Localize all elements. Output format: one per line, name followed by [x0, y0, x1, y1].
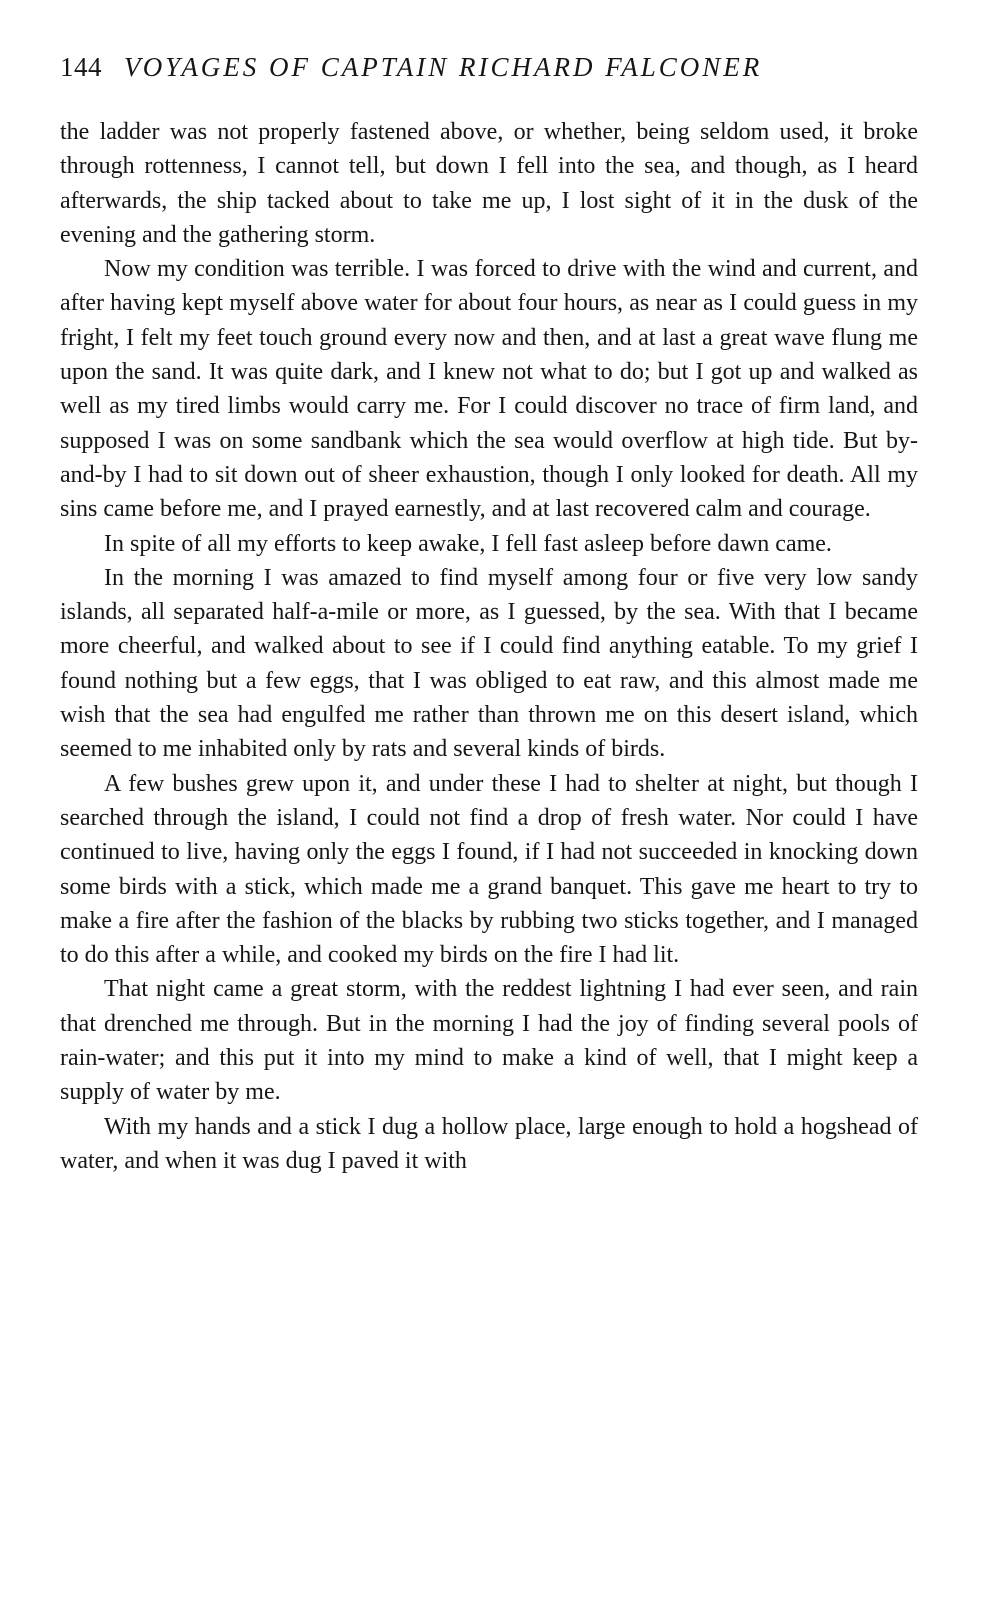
- paragraph-6: That night came a great storm, with the reddest lightning I had ever seen, and rain that drenched me through. But in the morning I had the joy of finding several pools of rain-water; and this put it into my mind to make a kind of well, that I might keep a supply of water by me.: [60, 976, 918, 1106]
- page-header: [60, 52, 918, 92]
- paragraph-1: the ladder was not properly fastened above, or whether, being seldom used, it broke through rottenness, I cannot tell, but down I fell into the sea, and though, as I heard afterwards, the ship tacked about to take me up, I lost sight of it in the dusk of the evening and the gathering storm.: [60, 119, 918, 248]
- paragraph-3: In spite of all my efforts to keep awake, I fell fast asleep before dawn came.: [104, 530, 832, 557]
- paragraph-2: Now my condition was terrible. I was forced to drive with the wind and current, and after having kept myself above water for about four hours, as near as I could guess in my fright, I felt my feet touch ground every now and then, and at last a great wave flung me upon the sand. It was quite dark, and I knew not what to do; but I got up and walked as well as my tired limbs would carry me. For I could discover no trace of firm land, and supposed I was on some sandbank which the sea would overflow at high tide. But by-and-by I had to sit down out of sheer exhaustion, though I only looked for death. All my sins came before me, and I prayed earnestly, and at last recovered calm and courage.: [60, 256, 918, 523]
- page-number: 144: [60, 52, 102, 82]
- paragraph-7: With my hands and a stick I dug a hollow place, large enough to hold a hogshead of water, and when it was dug I paved it with: [60, 1113, 918, 1174]
- paragraph-4: In the morning I was amazed to find myself among four or five very low sandy islands, all separated half-a-mile or more, as I guessed, by the sea. With that I became more cheerful, and walked about to see if I could find anything eatable. To my grief I found nothing but a few eggs, that I was obliged to eat raw, and this almost made me wish that the sea had engulfed me rather than thrown me on this desert island, which seemed to me inhabited only by rats and several kinds of birds.: [60, 564, 918, 763]
- body-text: [60, 115, 918, 1178]
- paragraph-5: A few bushes grew upon it, and under these I had to shelter at night, but though I searched through the island, I could not find a drop of fresh water. Nor could I have continued to live, having only the eggs I found, if I had not succeeded in knocking down some birds with a stick, which made me a grand banquet. This gave me heart to try to make a fire after the fashion of the blacks by rubbing two sticks together, and I managed to do this after a while, and cooked my birds on the fire I had lit.: [60, 770, 918, 969]
- running-head-title: VOYAGES OF CAPTAIN RICHARD FALCONER: [124, 52, 763, 82]
